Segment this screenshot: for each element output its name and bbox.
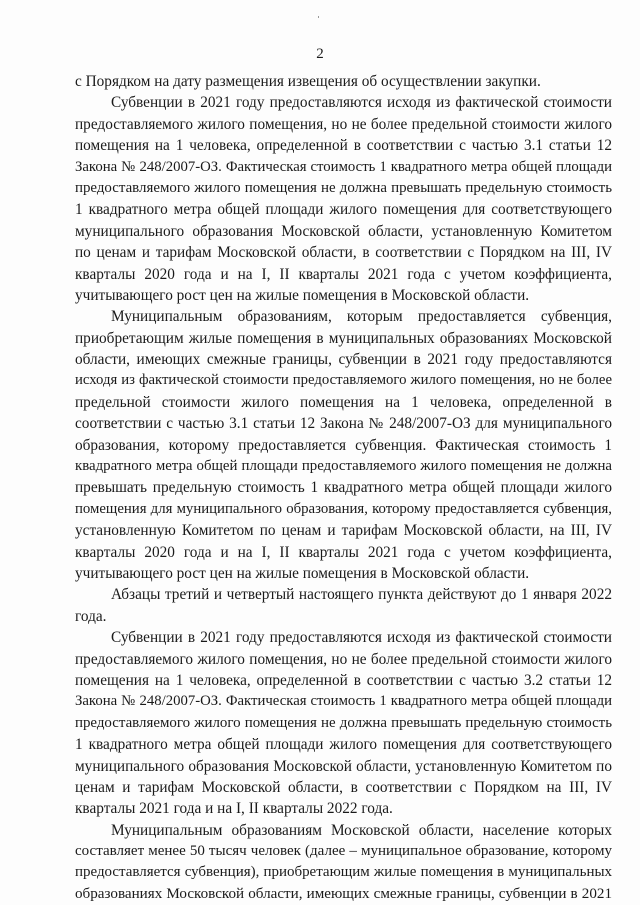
- text-line: Закона № 248/2007-ОЗ. Фактическая стоимость 1 квадратного метра общей площади: [75, 158, 612, 175]
- text-line: предоставляемого жилого помещения не должна превышать предельную стоимость: [75, 714, 612, 731]
- text-line: 1 квадратного метра общей площади жилого помещения для соответствующего: [75, 736, 612, 754]
- text-line: кварталы 2021 года и на I, II кварталы 2022 года.: [75, 800, 393, 818]
- text-line: Субвенции в 2021 году предоставляются исходя из фактической стоимости: [111, 94, 612, 112]
- text-line: соответствии с частью 3.1 статьи 12 Закона № 248/2007-ОЗ для муниципального: [75, 415, 612, 433]
- text-line: предоставляемого жилого помещения, но не более предельной стоимости жилого: [75, 115, 612, 133]
- text-line: учитывающего рост цен на жилые помещения в Московской области.: [75, 564, 530, 582]
- text-line: по ценам и тарифам Московской области, в соответствии с Порядком на III, IV: [75, 244, 612, 262]
- text-line: предоставляется субвенция), приобретающим жилые помещения в муниципальных: [75, 864, 612, 881]
- text-line: Муниципальным образованиям Московской области, население которых: [111, 821, 612, 839]
- text-line: с Порядком на дату размещения извещения об осуществлении закупки.: [75, 73, 541, 90]
- text-line: помещения на 1 человека, определенной в соответствии с частью 3.2 статьи 12: [75, 671, 612, 689]
- document-body: [75, 71, 612, 905]
- text-line: муниципального образования Московской области, установленную Комитетом: [75, 222, 612, 240]
- text-line: исходя из фактической стоимости предоставляемого жилого помещения, но не более: [75, 372, 612, 389]
- text-line: муниципального образования Московской области, установленную Комитетом по: [75, 757, 612, 775]
- text-line: предоставляемого жилого помещения не должна превышать предельную стоимость: [75, 179, 612, 196]
- text-line: 1 квадратного метра общей площади жилого помещения для соответствующего: [75, 201, 612, 219]
- text-line: кварталы 2020 года и на I, II кварталы 2021 года с учетом коэффициента,: [75, 265, 612, 283]
- page-number: 2: [316, 46, 324, 62]
- scan-speck: [318, 16, 319, 18]
- text-line: Муниципальным образованиям, которым предоставляется субвенция,: [111, 308, 612, 326]
- text-line: года.: [75, 607, 107, 625]
- text-line: превышать предельную стоимость 1 квадратного метра общей площади жилого: [75, 479, 612, 497]
- text-line: образования, которому предоставляется субвенция. Фактическая стоимость 1: [75, 436, 612, 454]
- text-line: помещения на 1 человека, определенной в соответствии с частью 3.1 статьи 12: [75, 137, 612, 155]
- text-line: приобретающим жилые помещения в муниципальных образованиях Московской: [75, 329, 612, 347]
- text-line: квадратного метра общей площади предоставляемого жилого помещения не должна: [75, 458, 612, 475]
- text-line: образованиях Московской области, имеющих смежные границы, субвенции в 2021: [75, 885, 612, 902]
- text-line: Субвенции в 2021 году предоставляются исходя из фактической стоимости: [111, 629, 612, 647]
- text-line: предельной стоимости жилого помещения на 1 человека, определенной в: [75, 393, 612, 411]
- text-line: помещения для муниципального образования, которому предоставляется субвенция,: [75, 500, 612, 517]
- text-line: учитывающего рост цен на жилые помещения в Московской области.: [75, 286, 530, 304]
- text-line: составляет менее 50 тысяч человек (далее – муниципальное образование, которому: [75, 843, 612, 860]
- text-line: Абзацы третий и четвертый настоящего пункта действуют до 1 января 2022: [111, 586, 612, 604]
- text-line: ценам и тарифам Московской области, в соответствии с Порядком на III, IV: [75, 778, 612, 796]
- text-line: установленную Комитетом по ценам и тарифам Московской области, на III, IV: [75, 522, 612, 540]
- text-line: области, имеющих смежные границы, субвенции в 2021 году предоставляются: [75, 351, 612, 369]
- text-line: Закона № 248/2007-ОЗ. Фактическая стоимость 1 квадратного метра общей площади: [75, 693, 612, 710]
- text-line: предоставляемого жилого помещения, но не более предельной стоимости жилого: [75, 650, 612, 668]
- text-line: кварталы 2020 года и на I, II кварталы 2021 года с учетом коэффициента,: [75, 543, 612, 561]
